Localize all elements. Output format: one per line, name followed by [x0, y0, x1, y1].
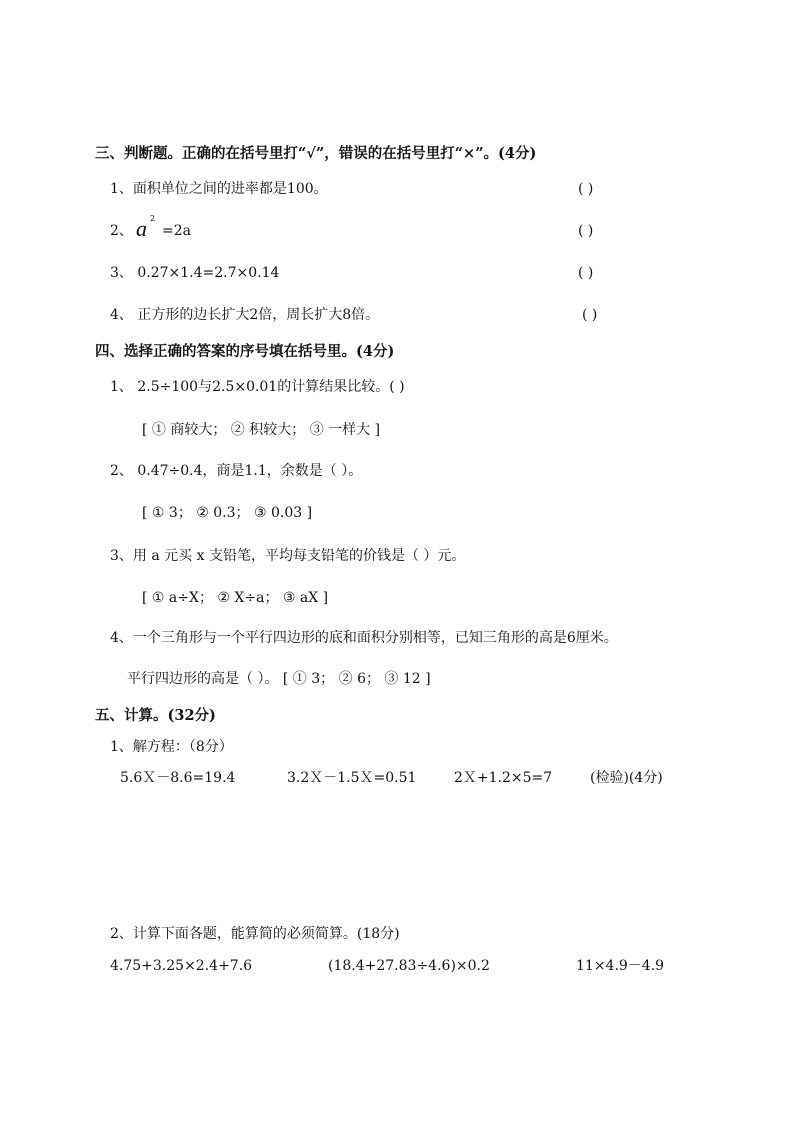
- section4-q1: 1、 2.5÷100与2.5×0.01的计算结果比较。( ): [110, 379, 405, 395]
- section5-sub1: 1、解方程：（8分）: [110, 739, 233, 755]
- answer-bracket-1[interactable]: ( ): [578, 181, 594, 197]
- section3-q2-exponent: 2: [150, 214, 156, 223]
- section3-q3: 3、 0.27×1.4=2.7×0.14: [110, 265, 280, 281]
- section3-q2-prefix: 2、: [110, 223, 133, 239]
- equation-check-note: (检验)(4分): [590, 770, 663, 786]
- equation-3: 2Ｘ+1.2×5=7: [454, 770, 553, 786]
- section4-q1-options: [ ① 商较大； ② 积较大； ③ 一样大 ]: [142, 422, 381, 438]
- calculation-1: 4.75+3.25×2.4+7.6: [110, 958, 253, 974]
- section3-heading: 三、判断题。正确的在括号里打“√”，错误的在括号里打“×”。(4分): [95, 145, 537, 162]
- section5-heading: 五、计算。(32分): [95, 707, 216, 724]
- section4-heading: 四、选择正确的答案的序号填在括号里。(4分): [95, 343, 395, 360]
- calculation-2: (18.4+27.83÷4.6)×0.2: [328, 958, 490, 974]
- calculation-3: 11×4.9－4.9: [576, 958, 665, 974]
- section4-q2-options: [ ① 3； ② 0.3； ③ 0.03 ]: [142, 505, 313, 521]
- answer-bracket-3[interactable]: ( ): [578, 265, 594, 281]
- section3-q4: 4、 正方形的边长扩大2倍，周长扩大8倍。: [110, 307, 380, 323]
- section3-q2-variable: a: [136, 216, 147, 241]
- answer-bracket-2[interactable]: ( ): [578, 223, 594, 239]
- section4-q3-options: [ ① a÷X； ② X÷a； ③ aX ]: [142, 590, 329, 606]
- equation-1: 5.6Ｘ－8.6=19.4: [120, 770, 236, 786]
- equation-2: 3.2Ｘ－1.5Ｘ=0.51: [287, 770, 417, 786]
- section4-q4: 4、一个三角形与一个平行四边形的底和面积分别相等，已知三角形的高是6厘米。: [110, 630, 618, 646]
- section4-q2: 2、 0.47÷0.4，商是1.1，余数是（ ）。: [110, 463, 363, 479]
- answer-bracket-4[interactable]: ( ): [582, 307, 598, 323]
- section4-q4-line2: 平行四边形的高是（ ）。 [ ① 3； ② 6； ③ 12 ]: [127, 671, 431, 687]
- section3-q1: 1、面积单位之间的进率都是100。: [110, 181, 328, 197]
- section5-sub2: 2、计算下面各题，能算简的必须简算。(18分): [110, 926, 400, 942]
- section4-q3: 3、用 a 元买 x 支铅笔，平均每支铅笔的价钱是（ ）元。: [110, 548, 466, 564]
- section3-q2-rest: =2a: [162, 223, 191, 239]
